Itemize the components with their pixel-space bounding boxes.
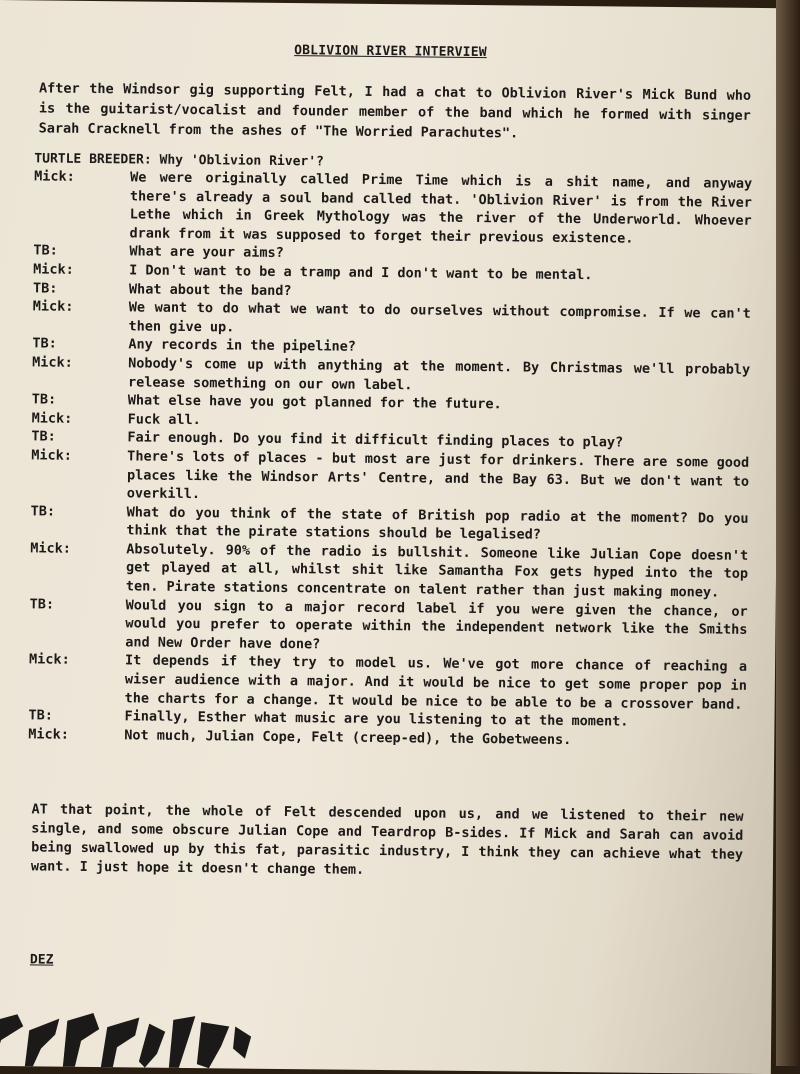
speaker-label: Mick: [32, 298, 74, 315]
intro-paragraph: After the Windsor gig supporting Felt, I had a chat to Oblivion River's Mick Bund who is the guitarist/vocalist and founder member of the band which he formed with singer Sarah Cracknell from the ashes of "The Worried Parachutes". [38, 80, 752, 142]
dialogue-row [29, 595, 748, 658]
speaker-label: Mick: [34, 168, 75, 185]
speaker-label: Mick: [29, 651, 70, 669]
speaker-label: TB: [31, 391, 57, 408]
dialogue-row [33, 167, 752, 249]
speaker-label: TB: [31, 428, 56, 445]
speaker-label: Mick: [28, 726, 70, 743]
dialogue-text: What do you think of the state of British pop radio at the moment? Do you think that the pirate stations should be legalised? [126, 504, 749, 543]
interview-dialogue [28, 150, 752, 751]
speaker-label: Mick: [31, 447, 72, 464]
dialogue-text: What are your aims? [129, 243, 284, 262]
first-question: TURTLE BREEDER: Why 'Oblivion River'? [34, 151, 324, 170]
author-signature: DEZ [29, 952, 54, 968]
dialogue-text: We want to do what we want to do ourselves without compromise. If we can't then give up. [128, 299, 751, 336]
dialogue-text: There's lots of places - but most are just for drinkers. There are some good places like the Windsor Arts' Centre, and the Bay 63. But we don't want to overkill. [126, 448, 750, 503]
dialogue-text: I Don't want to be a tramp and I don't want to be mental. [129, 262, 593, 284]
dialogue-text: Finally, Esther what music are you listening to at the moment. [124, 708, 629, 730]
dialogue-text: Would you sign to a major record label if you were given the chance, or would you prefer to operate within the independent network like the Smiths and New Order have done? [125, 597, 748, 653]
page-edge-shadow [776, 0, 800, 1066]
speaker-label: TB: [32, 279, 58, 297]
dialogue-text: Absolutely. 90% of the radio is bullshit. Someone like Julian Cope doesn't get played at all, whilst shit like Samantha Fox gets hyped into the top ten. Pirate stations concentrate on talent rather than just making money. [125, 541, 749, 601]
speaker-label: TB: [28, 707, 53, 724]
speaker-label: TB: [29, 596, 55, 613]
dialogue-row [31, 446, 750, 509]
dialogue-text: What else have you got planned for the future. [127, 392, 502, 413]
dialogue-text: We were originally called Prime Time which is a shit name, and anyway there's already a soul band called that. 'Oblivion River' is from the River Lethe which in Greek Mythology was the river of the Underworld. Whoever drank from it was supposed to forget their previous existence. [129, 169, 753, 247]
torn-ink-marks [0, 1000, 771, 1074]
dialogue-text: Nobody's come up with anything at the moment. By Christmas we'll probably release something on our own label. [127, 355, 751, 393]
dialogue-text: What about the band? [128, 280, 292, 299]
speaker-label: TB: [33, 242, 58, 259]
dialogue-text: Fair enough. Do you find it difficult finding places to play? [127, 429, 624, 451]
dialogue-text: Not much, Julian Cope, Felt (creep-ed), the Gobetweens. [124, 727, 572, 748]
speaker-label: Mick: [32, 354, 73, 371]
dialogue-text: Fuck all. [127, 411, 201, 428]
speaker-label: Mick: [31, 410, 73, 427]
page-title: OBLIVION RIVER INTERVIEW [294, 43, 487, 61]
dialogue-text: It depends if they try to model us. We've got more chance of reaching a wiser audience with a major. And it would be nice to get some proper pop in the charts for a change. It would be nice to be able to be a crossover band. [124, 652, 748, 713]
speaker-label: TB: [32, 335, 57, 352]
dialogue-text: Any records in the pipeline? [128, 336, 357, 356]
closing-paragraph: AT that point, the whole of Felt descended upon us, and we listened to their new single, and some obscure Julian Cope and Teardrop B-sides. If Mick and Sarah can avoid being swallowed up by this fat, parasitic industry, I think they can achieve what they want. I just hope it doesn't change them. [30, 801, 744, 878]
speaker-label: Mick: [33, 261, 74, 278]
dialogue-row [29, 651, 748, 714]
dialogue-row [30, 539, 749, 602]
speaker-label: Mick: [30, 540, 71, 557]
speaker-label: TB: [30, 503, 56, 520]
